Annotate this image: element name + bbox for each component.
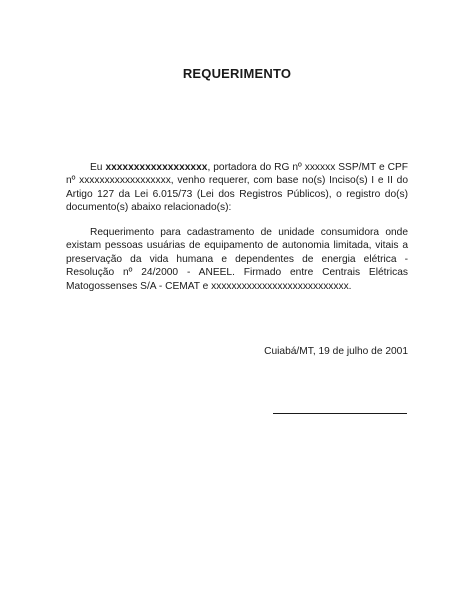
paragraph-request xyxy=(66,161,408,215)
paragraph-request-text: , portadora do RG nº xxxxxx SSP/MT e CPF nº xxxxxxxxxxxxxxxxxx, venho requerer, com base no(s) Inciso(s) I e II do Artigo 127 da Lei 6.015/73 (Lei dos Registros Públicos), o registro do(s) documento(s) abaixo relacionado(s): xyxy=(66,162,408,214)
date-line: Cuiabá/MT, 19 de julho de 2001 xyxy=(264,346,408,357)
paragraph-documents-text: Requerimento para cadastramento de unidade consumidora onde existam pessoas usuárias de equipamento de autonomia limitada, vitais a preservação da vida humana e dependentes de energia elétrica - Resolução nº 24/2000 - ANEEL. Firmado entre Centrais Elétricas Matogossenses S/A - CEMAT e xxxxxxxxxxxxxxxxxxxxxxxxxxx. xyxy=(66,227,408,292)
paragraph-prefix: Eu xyxy=(90,162,106,173)
signature-line xyxy=(273,412,407,414)
requester-name: xxxxxxxxxxxxxxxxxx xyxy=(105,162,208,173)
document-title: REQUERIMENTO xyxy=(182,66,292,81)
paragraph-documents xyxy=(66,226,408,293)
